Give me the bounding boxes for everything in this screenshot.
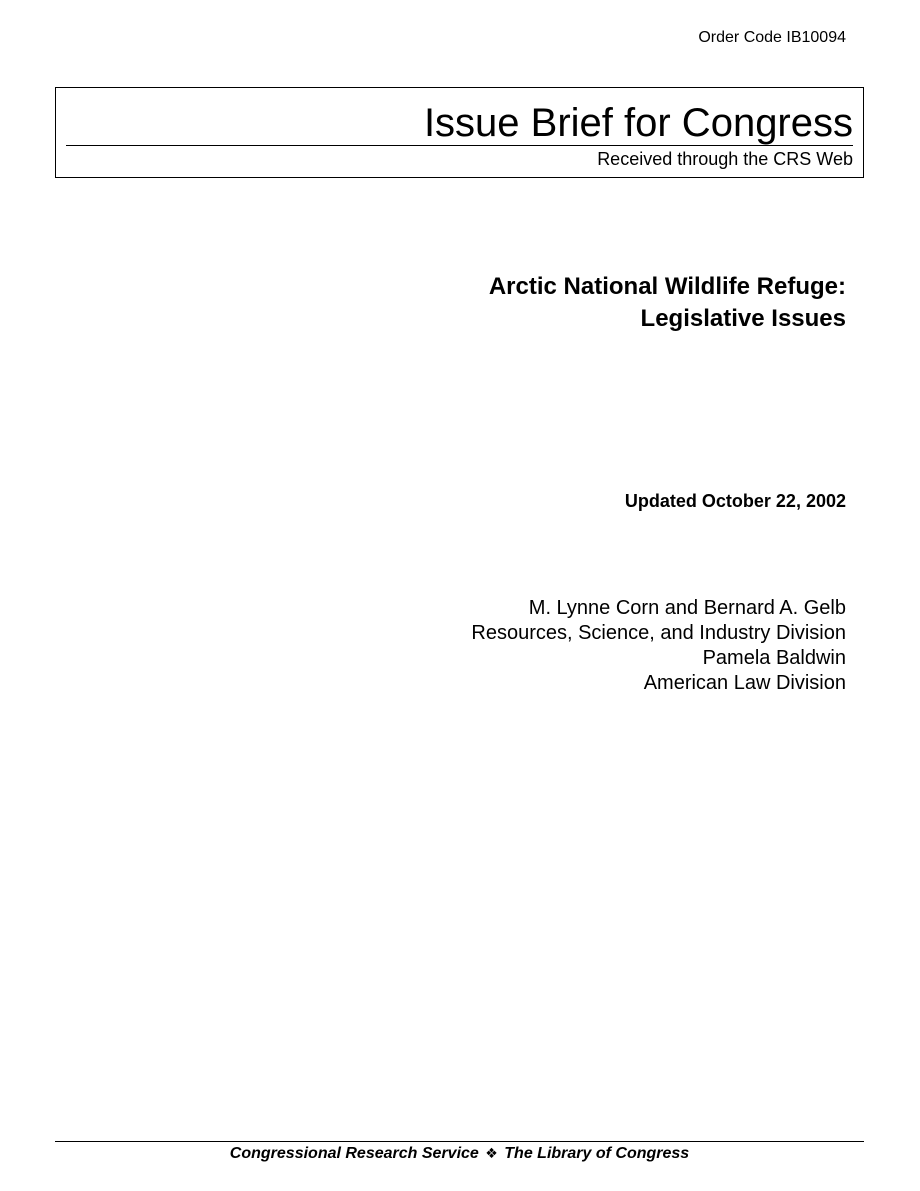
author-division-2: American Law Division bbox=[643, 672, 846, 694]
author-block bbox=[471, 596, 846, 696]
order-code: Order Code IB10094 bbox=[698, 29, 846, 46]
masthead-subtitle: Received through the CRS Web bbox=[597, 149, 853, 169]
footer-loc: The Library of Congress bbox=[504, 1145, 690, 1162]
masthead-divider bbox=[66, 145, 853, 146]
report-title-line-1: Arctic National Wildlife Refuge: bbox=[488, 273, 846, 300]
footer bbox=[55, 1143, 864, 1165]
author-division-1: Resources, Science, and Industry Division bbox=[471, 622, 846, 644]
footer-divider bbox=[55, 1141, 864, 1142]
masthead-title: Issue Brief for Congress bbox=[423, 101, 853, 145]
diamond-separator-icon: ❖ bbox=[485, 1146, 498, 1162]
footer-crs: Congressional Research Service bbox=[229, 1145, 479, 1162]
author-names-2: Pamela Baldwin bbox=[702, 647, 846, 669]
report-title-line-2: Legislative Issues bbox=[640, 305, 846, 332]
author-names-1: M. Lynne Corn and Bernard A. Gelb bbox=[528, 597, 846, 619]
masthead-box bbox=[55, 87, 864, 178]
updated-date: Updated October 22, 2002 bbox=[624, 491, 846, 511]
report-title bbox=[489, 271, 846, 335]
